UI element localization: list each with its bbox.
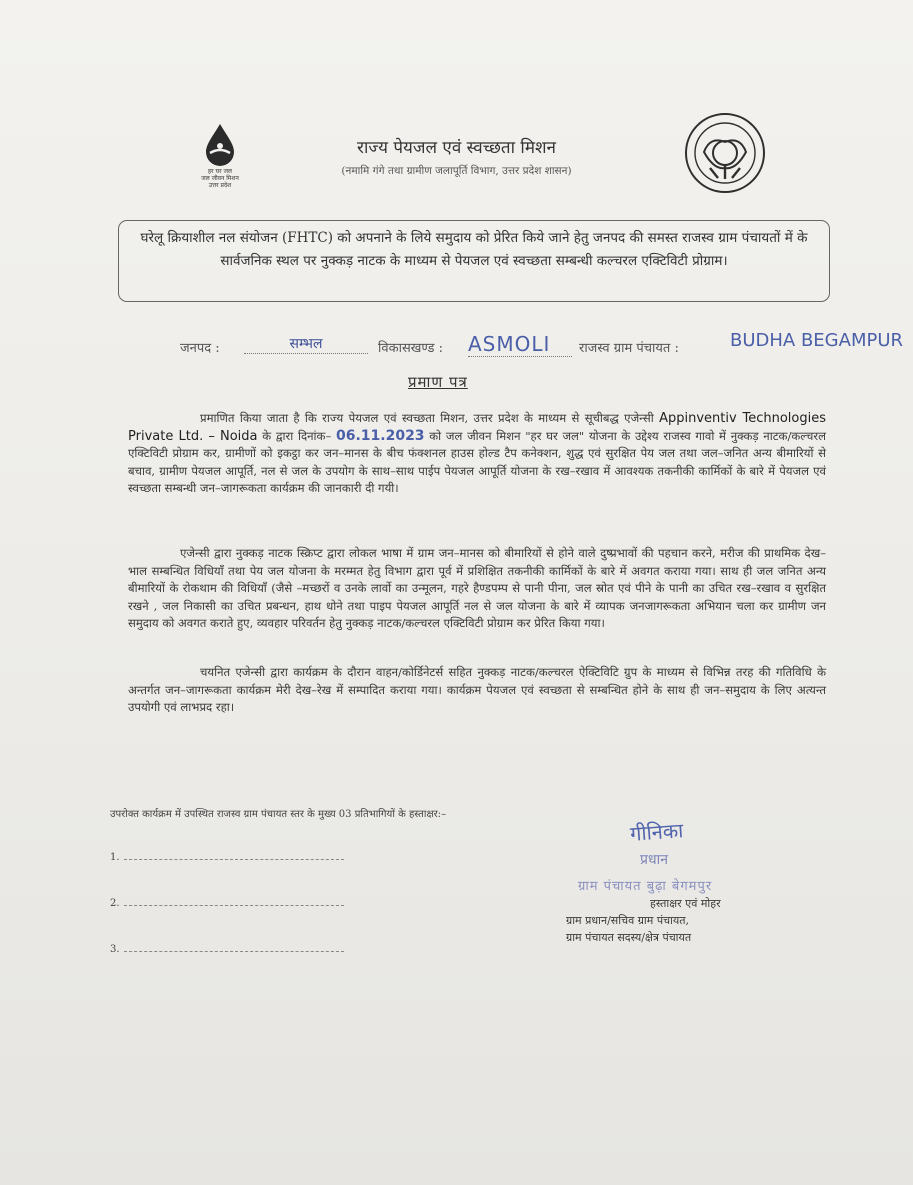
- witness-number-1: 1.: [110, 852, 120, 863]
- witness-number-2: 2.: [110, 898, 120, 909]
- panchayat-label: राजस्व ग्राम पंचायत :: [579, 341, 679, 356]
- certificate-paragraph-1: [128, 410, 826, 498]
- signatory-role-label-1: ग्राम प्रधान/सचिव ग्राम पंचायत,: [566, 914, 690, 927]
- pradhan-handwritten-signature: गीनिका: [629, 818, 685, 846]
- para1-body: को जल जीवन मिशन "हर घर जल" योजना के उद्देश्य राजस्व गावो में नुक्कड़ नाटक/कल्चरल एक्टिविटी प्रोग्राम कर, ग्रामीणों को इकट्ठा कर जन–मानस के बीच फंक्शनल हाउस होल्ड टैप कनेक्शन, शुद्ध एवं सुरक्षित पेय जल तथा जल–जनित अन्य बीमारियों से बचाव, ग्रामीण पेयजल आपूर्ति, नल से जल के उपयोग के साथ–साथ पाईप पेयजल आपूर्ति योजना के रख–रखाव में आवश्यक तकनीकी कार्मिकों के बारे में पेयजल एवं स्वच्छता सम्बन्धी जन–जागरूकता कार्यक्रम की जानकारी दी गयी।: [128, 428, 827, 496]
- witness-signature-note: उपरोक्त कार्यक्रम में उपस्थित राजस्व ग्राम पंचायत स्तर के मुख्य 03 प्रतिभागियों के हस्ताक्षर:–: [110, 809, 447, 820]
- signature-seal-label: हस्ताक्षर एवं मोहर: [650, 897, 721, 910]
- mission-title: राज्य पेयजल एवं स्वच्छता मिशन: [357, 138, 556, 158]
- village-panchayat-stamp: ग्राम पंचायत बुढ़ा बेगमपुर: [578, 879, 713, 894]
- para1-intro: प्रमाणित किया जाता है कि राज्य पेयजल एवं स्वच्छता मिशन, उत्तर प्रदेश के माध्यम से सूचीबद्ध एजेन्सी: [200, 411, 654, 425]
- district-value: सम्भल: [244, 334, 368, 354]
- signatory-role-label-2: ग्राम पंचायत सदस्य/क्षेत्र पंचायत: [566, 931, 692, 944]
- certificate-paragraph-3: चयनित एजेन्सी द्वारा कार्यक्रम के दौरान वाहन/कोर्डिनेटर्स सहित नुक्कड़ नाटक/कल्चरल ऐक्टिविटि ग्रुप के माध्यम से विभिन्न तरह की गतिविधि के अन्तर्गत जन–जागरूकता कार्यक्रम मेरी देख–रेख में सम्पादित कराया गया। कार्यक्रम पेयजल एवं स्वच्छता से सम्बन्धित होने के साथ ही जन–समुदाय के लिए अत्यन्त उपयोगी एवं लाभप्रद रहा।: [128, 665, 826, 715]
- witness-number-3: 3.: [110, 944, 120, 955]
- certificate-paragraph-2: एजेन्सी द्वारा नुक्कड़ नाटक स्क्रिप्ट द्वारा लोकल भाषा में ग्राम जन–मानस को बीमारियों से होने वाले दुष्प्रभावों की पहचान करने, मरीज की प्राथमिक देख–भाल सम्बन्धित विधियाँ तथा पेय जल योजना के मरम्मत हेतु विभाग द्वारा पूर्व में प्रशिक्षित तकनीकी कार्मिकों के बारे में अवगत कराया गया। साथ ही जल जनित अन्य बीमारियों के रोकथाम की विधियाँ (जैसे –मच्छरों व उनके लार्वो का उन्मूलन, गहरे हैण्डपम्प से पानी पीना, जल स्रोत एवं पीने के पानी का उचित रख–रखाव व सुरक्षित रखने , जल निकासी का उचित प्रबन्धन, हाथ धोने तथा पाइप पेयजल आपूर्ति नल से जल योजना के बारे में व्यापक जनजागरूकता अभियान चला कर ग्रामीण जन समुदाय को अवगत कराते हुए, व्यवहार परिवर्तन हेतु नुक्कड़ नाटक/कल्चरल एक्टिविटी प्रोग्राम कर प्रेरित किया गया।: [128, 546, 826, 631]
- pradhan-stamp: प्रधान: [640, 852, 668, 868]
- certificate-heading: प्रमाण पत्र: [408, 373, 468, 391]
- program-date: 06.11.2023: [335, 427, 425, 444]
- agency-name: Appinventiv Technologies Private Ltd. – Noida: [128, 411, 826, 444]
- para1-date-label: के द्वारा दिनांक–: [262, 428, 332, 443]
- district-label: जनपद :: [180, 341, 220, 356]
- block-label: विकासखण्ड :: [378, 341, 444, 356]
- block-value: ASMOLI: [468, 332, 572, 357]
- location-fields-row: [0, 332, 913, 364]
- panchayat-value: BUDHA BEGAMPUR: [730, 330, 904, 351]
- witness-line-1: [110, 852, 370, 863]
- program-description-box: घरेलू क्रियाशील नल संयोजन (FHTC) को अपनाने के लिये समुदाय को प्रेरित किये जाने हेतु जनपद की समस्त राजस्व ग्राम पंचायतों में के सार्वजनिक स्थल पर नुक्कड़ नाटक के माध्यम से पेयजल एवं स्वच्छता सम्बन्धी कल्चरल एक्टिविटी प्रोग्राम।: [118, 220, 830, 302]
- logo-caption: हर घर जल जल जीवन मिशन उत्तर प्रदेश: [201, 168, 239, 189]
- mission-subtitle: (नमामि गंगे तथा ग्रामीण जलापूर्ति विभाग, उत्तर प्रदेश शासन): [341, 165, 572, 177]
- witness-line-3: [110, 944, 370, 955]
- witness-line-2: [110, 898, 370, 909]
